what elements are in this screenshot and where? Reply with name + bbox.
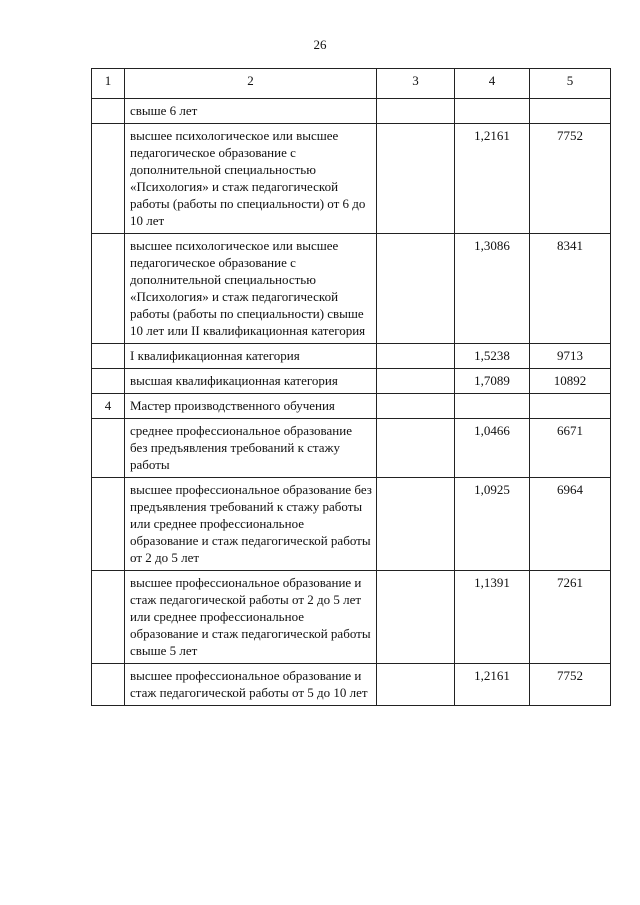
table-row: [92, 124, 611, 234]
empty-cell: [377, 124, 455, 234]
description-cell: Мастер производственного обучения: [125, 394, 377, 419]
salary-cell: 10892: [530, 369, 611, 394]
coefficient-cell: 1,2161: [455, 124, 530, 234]
table-row: [92, 419, 611, 478]
row-number-cell: [92, 234, 125, 344]
coefficient-cell: 1,1391: [455, 571, 530, 664]
row-number-cell: [92, 478, 125, 571]
column-header: 2: [125, 69, 377, 99]
empty-cell: [377, 234, 455, 344]
row-number-cell: [92, 344, 125, 369]
empty-cell: [377, 419, 455, 478]
coefficient-cell: 1,3086: [455, 234, 530, 344]
description-cell: свыше 6 лет: [125, 99, 377, 124]
salary-cell: 6671: [530, 419, 611, 478]
row-number-cell: [92, 664, 125, 706]
table-row: [92, 664, 611, 706]
salary-cell: 8341: [530, 234, 611, 344]
empty-cell: [377, 344, 455, 369]
table-row: [92, 571, 611, 664]
empty-cell: [377, 478, 455, 571]
page-number: 26: [313, 37, 327, 52]
salary-cell: 6964: [530, 478, 611, 571]
salary-cell: 9713: [530, 344, 611, 369]
description-cell: высшее профессиональное образование и стаж педагогической работы от 2 до 5 лет или среднее профессиональное образование и стаж педагогической работы свыше 5 лет: [125, 571, 377, 664]
column-header: 1: [92, 69, 125, 99]
coefficient-cell: 1,5238: [455, 344, 530, 369]
coefficient-cell: 1,7089: [455, 369, 530, 394]
description-cell: среднее профессиональное образование без предъявления требований к стажу работы: [125, 419, 377, 478]
row-number-cell: [92, 369, 125, 394]
table-header-row: [92, 69, 611, 99]
table-row: [92, 99, 611, 124]
column-header: 3: [377, 69, 455, 99]
coefficient-cell: 1,0466: [455, 419, 530, 478]
description-cell: высшее психологическое или высшее педагогическое образование с дополнительной специальностью «Психология» и стаж педагогической работы (работы по специальности) от 6 до 10 лет: [125, 124, 377, 234]
coefficient-cell: [455, 394, 530, 419]
salary-coefficient-table: [91, 68, 611, 706]
empty-cell: [377, 571, 455, 664]
salary-cell: 7752: [530, 664, 611, 706]
salary-cell: [530, 394, 611, 419]
coefficient-cell: 1,0925: [455, 478, 530, 571]
row-number-cell: [92, 124, 125, 234]
column-header: 5: [530, 69, 611, 99]
description-cell: высшая квалификационная категория: [125, 369, 377, 394]
table-row: [92, 478, 611, 571]
description-cell: высшее профессиональное образование и стаж педагогической работы от 5 до 10 лет: [125, 664, 377, 706]
row-number-cell: [92, 419, 125, 478]
empty-cell: [377, 99, 455, 124]
salary-cell: 7261: [530, 571, 611, 664]
table-row: [92, 344, 611, 369]
description-cell: I квалификационная категория: [125, 344, 377, 369]
table-row: [92, 234, 611, 344]
empty-cell: [377, 664, 455, 706]
column-header: 4: [455, 69, 530, 99]
table-row: [92, 369, 611, 394]
row-number-cell: [92, 99, 125, 124]
description-cell: высшее профессиональное образование без предъявления требований к стажу работы или среднее профессиональное образование и стаж педагогической работы от 2 до 5 лет: [125, 478, 377, 571]
coefficient-cell: 1,2161: [455, 664, 530, 706]
coefficient-cell: [455, 99, 530, 124]
row-number-cell: 4: [92, 394, 125, 419]
salary-cell: [530, 99, 611, 124]
table-row: [92, 394, 611, 419]
salary-cell: 7752: [530, 124, 611, 234]
description-cell: высшее психологическое или высшее педагогическое образование с дополнительной специальностью «Психология» и стаж педагогической работы (работы по специальности) свыше 10 лет или II квалификационная категория: [125, 234, 377, 344]
empty-cell: [377, 369, 455, 394]
row-number-cell: [92, 571, 125, 664]
empty-cell: [377, 394, 455, 419]
